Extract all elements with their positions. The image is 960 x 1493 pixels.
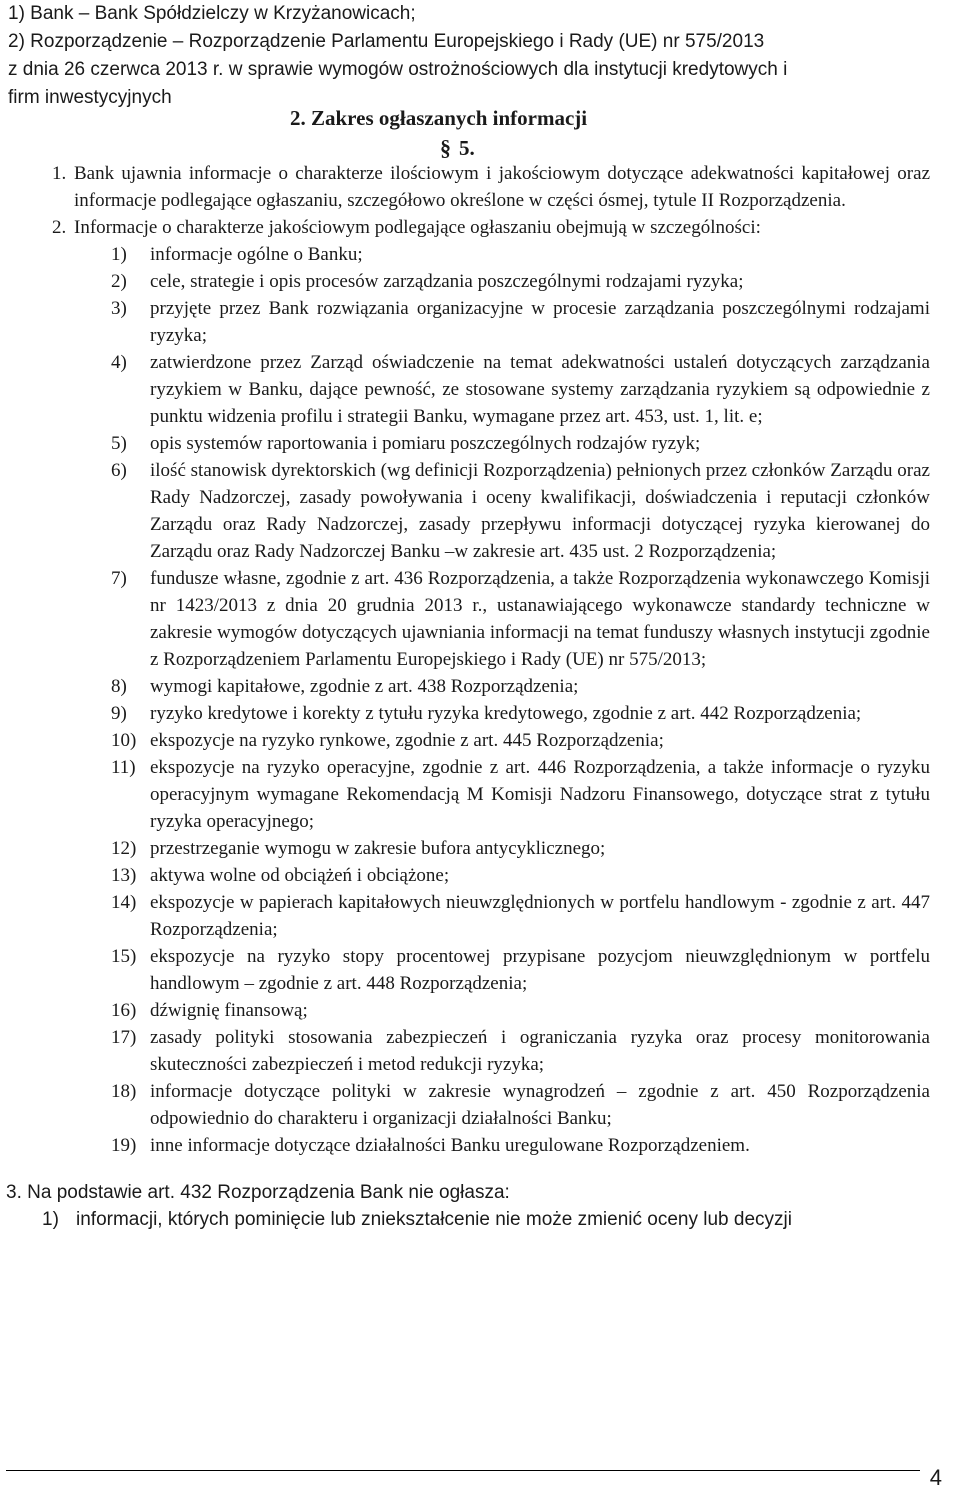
list-item <box>6 268 930 295</box>
list-item <box>6 835 930 862</box>
list-item-text: przestrzeganie wymogu w zakresie bufora antycyklicznego; <box>150 838 606 859</box>
list-item <box>6 349 930 430</box>
list-item <box>6 862 930 889</box>
clause-3 <box>6 1179 930 1233</box>
list-item-number: 7) <box>111 568 127 589</box>
list-item-text: ekspozycje na ryzyko stopy procentowej przypisane pozycjom nieuwzględnionym w portfelu handlowym – zgodnie z art. 448 Rozporządzenia; <box>150 946 930 994</box>
list-item <box>6 754 930 835</box>
clause-2 <box>6 214 930 241</box>
list-item-text: ekspozycje na ryzyko operacyjne, zgodnie z art. 446 Rozporządzenia, a także informacje o ryzyku operacyjnym wymagane Rekomendacją M Komisji Nadzoru Finansowego, dotyczące strat z tytułu ryzyka operacyjnego; <box>150 757 930 832</box>
list-item-text: inne informacje dotyczące działalności Banku uregulowane Rozporządzeniem. <box>150 1135 750 1156</box>
list-item-text: informacje dotyczące polityki w zakresie wynagrodzeń – zgodnie z art. 450 Rozporządzenia odpowiednio do charakteru i organizacji działalności Banku; <box>150 1081 930 1129</box>
list-item-number: 1) <box>111 244 127 265</box>
list-item-number: 14) <box>111 892 137 913</box>
list-item-number: 1) <box>42 1209 59 1230</box>
paragraph-sign: § <box>440 135 451 160</box>
list-item-text: fundusze własne, zgodnie z art. 436 Rozporządzenia, a także Rozporządzenia wykonawczego Komisji nr 1423/2013 z dnia 20 grudnia 2013 r., ustanawiającego wykonawcze standardy techniczne w zakresie wymogów dotyczących ujawniania informacji na temat funduszy własnych instytucji zgodnie z Rozporządzeniem Parlamentu Europejskiego i Rady (UE) nr 575/2013; <box>150 568 930 670</box>
list-item-number: 15) <box>111 946 137 967</box>
list-item-text: ilość stanowisk dyrektorskich (wg definicji Rozporządzenia) pełnionych przez członków Zarządu oraz Rady Nadzorczej, zasady powoływania i oceny kwalifikacji, doświadczenia i reputacji członków Zarządu oraz Rady Nadzorczej, zasady przepływu informacji dotyczącej ryzyka kierowanej do Zarządu oraz Rady Nadzorczej Banku –w zakresie art. 435 ust. 2 Rozporządzenia; <box>150 460 930 562</box>
definition-line: z dnia 26 czerwca 2013 r. w sprawie wymogów ostrożnościowych dla instytucji kredytowych i <box>8 59 788 80</box>
clause-number: 2. <box>52 217 67 238</box>
list-item <box>6 1024 930 1078</box>
list-item <box>6 241 930 268</box>
list-item-text: dźwignię finansową; <box>150 1000 308 1021</box>
page-number: 4 <box>929 1465 942 1490</box>
paragraph-heading <box>440 134 475 162</box>
list-item <box>6 889 930 943</box>
list-item <box>6 565 930 673</box>
list-item-number: 5) <box>111 433 127 454</box>
list-item <box>6 1206 930 1233</box>
qualitative-info-list <box>6 241 930 1159</box>
list-item-number: 17) <box>111 1027 137 1048</box>
list-item-text: informacji, których pominięcie lub zniekształcenie nie może zmienić oceny lub decyzji <box>76 1209 792 1230</box>
list-item-text: opis systemów raportowania i pomiaru poszczególnych rodzajów ryzyk; <box>150 433 701 454</box>
list-item-number: 12) <box>111 838 137 859</box>
list-item-number: 9) <box>111 703 127 724</box>
section-title: 2. Zakres ogłaszanych informacji <box>290 106 588 130</box>
list-item <box>6 727 930 754</box>
list-item-text: aktywa wolne od obciążeń i obciążone; <box>150 865 450 886</box>
list-item-text: wymogi kapitałowe, zgodnie z art. 438 Rozporządzenia; <box>150 676 579 697</box>
list-item-number: 4) <box>111 352 127 373</box>
list-item-text: zatwierdzone przez Zarząd oświadczenie na temat adekwatności ustaleń dotyczących zarządzania ryzykiem w Banku, dające pewność, ze stosowane systemy zarządzania ryzykiem są odpowiednie z punktu widzenia profilu i strategii Banku, wymagane przez art. 453, ust. 1, lit. e; <box>150 352 930 427</box>
list-item-text: cele, strategie i opis procesów zarządzania poszczególnymi rodzajami ryzyka; <box>150 271 744 292</box>
list-item-number: 19) <box>111 1135 137 1156</box>
list-item <box>6 1078 930 1132</box>
clause-3-heading: 3. Na podstawie art. 432 Rozporządzenia Bank nie ogłasza: <box>6 1182 510 1203</box>
list-item-text: ryzyko kredytowe i korekty z tytułu ryzyka kredytowego, zgodnie z art. 442 Rozporządzenia; <box>150 703 862 724</box>
list-item <box>6 430 930 457</box>
list-item-number: 18) <box>111 1081 137 1102</box>
list-item-text: przyjęte przez Bank rozwiązania organizacyjne w procesie zarządzania poszczególnymi rodzajami ryzyka; <box>150 298 930 346</box>
definition-line: firm inwestycyjnych <box>8 87 172 108</box>
list-item-text: informacje ogólne o Banku; <box>150 244 363 265</box>
definition-line: 2) Rozporządzenie – Rozporządzenie Parlamentu Europejskiego i Rady (UE) nr 575/2013 <box>8 31 765 52</box>
footer-divider <box>6 1470 920 1471</box>
document-body <box>6 160 930 1233</box>
list-item <box>6 943 930 997</box>
clause-number: 1. <box>52 163 67 184</box>
list-item-number: 13) <box>111 865 137 886</box>
clause-text: Informacje o charakterze jakościowym podlegające ogłaszaniu obejmują w szczególności: <box>74 217 761 238</box>
list-item-number: 6) <box>111 460 127 481</box>
list-item-number: 2) <box>111 271 127 292</box>
list-item <box>6 295 930 349</box>
list-item-text: ekspozycje w papierach kapitałowych nieuwzględnionych w portfelu handlowym - zgodnie z art. 447 Rozporządzenia; <box>150 892 930 940</box>
list-item-number: 8) <box>111 676 127 697</box>
clause-text: Bank ujawnia informacje o charakterze ilościowym i jakościowym dotyczące adekwatności kapitałowej oraz informacje podlegające ogłaszaniu, szczegółowo określone w części ósmej, tytule II Rozporządzenia. <box>74 163 930 211</box>
definitions-block <box>8 0 948 112</box>
list-item <box>6 457 930 565</box>
list-item-number: 16) <box>111 1000 137 1021</box>
list-item <box>6 997 930 1024</box>
list-item-text: zasady polityki stosowania zabezpieczeń i ograniczania ryzyka oraz procesy monitorowania skuteczności zabezpieczeń i metod redukcji ryzyka; <box>150 1027 930 1075</box>
list-item-number: 10) <box>111 730 137 751</box>
list-item <box>6 673 930 700</box>
definition-line: 1) Bank – Bank Spółdzielczy w Krzyżanowicach; <box>8 3 416 24</box>
clause-1 <box>6 160 930 214</box>
list-item <box>6 700 930 727</box>
list-item-number: 11) <box>111 757 136 778</box>
list-item-number: 3) <box>111 298 127 319</box>
paragraph-number: 5. <box>459 136 475 160</box>
list-item-text: ekspozycje na ryzyko rynkowe, zgodnie z art. 445 Rozporządzenia; <box>150 730 664 751</box>
list-item <box>6 1132 930 1159</box>
